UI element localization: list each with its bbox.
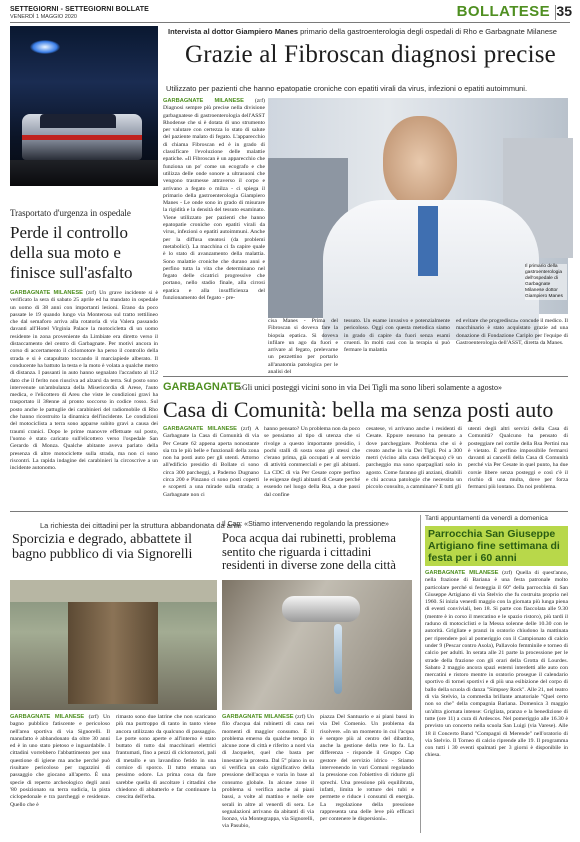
bathroom-photo	[10, 580, 217, 710]
comunita-col4: utenti degli altri servizi della Casa di Comunità? Qualcuno ha pensato di posteggiare nel cortile della Rsa Pertini ma è vietato. È perfino impossibile fermarsi davanti ai cancelli della Casa di Comunità perché via Per Cesate in quel punto, ha due corsie libere senza posteggi e così c'è il rischio di una multa, dove per forza fermarsi più lontano. Da noi problema.	[468, 426, 568, 491]
header-rule	[10, 22, 570, 23]
fibroscan-col3: tessuto. Un esame invasivo e potenzialmente pericoloso. Oggi con questa metodica siamo in grado di capire da fuori senza esami cruenti. In molti casi con la terapia si può fermare la malattia	[344, 318, 450, 354]
cap-lead: GARBAGNATE MILANESE	[222, 714, 294, 720]
cap-col2: piazza Del Santuario e ai piani bassi in via Del Comenio. Un problema da risolvere. «In un momento in cui l'acqua è sempre più al centro del dibattito, anche la gestione della rete lo fa. La differenza - risponde il Gruppo Cap gestore del servizio idrico - Stiamo intervenendo in vari Comuni regolando la pressione con l'obiettivo di ridurre gli sprechi. Una pressione più equilibrata, infatti, limita le rotture dei tubi e permette e riduce i consumi di energia. La regolazione della pressione rappresenta una delle leve più efficaci per contenere le dispersioni».	[320, 714, 414, 823]
festa-title: Parrocchia San Giuseppe Artigiano fine settimana di festa per i 60 anni	[425, 526, 568, 566]
road	[10, 160, 158, 186]
doctor-photo	[268, 98, 568, 314]
sporcizia-title: Sporcizia e degrado, abbattete il bagno pubblico di via Signorelli	[12, 532, 193, 562]
cap-col1	[222, 714, 314, 836]
comunita-col2: hanno pensato? Un problema non da poco se pensiamo al tipo di utenza che si rivolge a questo importante presidio, i pochi stalli di sosta sono gli stessi che c'erano prima, già occupati e al servizio di attività commerciali e per gli abitanti. La CDC di via Per Cesate copre perfino le esigenze degli abitanti di Cesate perché essendo nel luogo della Rsa, a due passi dal confine	[264, 426, 360, 498]
kicker-bold: Intervista al dottor Giampiero Manes	[168, 27, 299, 36]
fibroscan-col1-text: (zrf) Diagnosi sempre più precise nella divisione garbagnatese di gastroenterologia dell'ASST Rhodense che si è dotata di uno strumento per valutare con certezza lo stato di salute del paziente malato di fegato. L'apparecchio di chiama Fibroscan ed è in grado di classificare l'evoluzione delle malattie epatiche. «Il Fibroscan è un apparecchio che funziona un po' come un ecografo e che utilizza delle onde sonore a ultrasuoni che vengono trasmesse attraverso il corpo e arrivano a fegato o milza - ci spiega il primario della gastroenterologia Giampiero Manes - Le onde sono in grado di misurare la rigidità e la densità del tessuto esaminato. Viene utilizzato per pazienti che hanno epatopatie croniche con epatiti virali da virus, infezioni o epatiti autoimmuni. Anche per la diffusa steatosi (da problemi metabolici). La macchina ci fa capire quale è lo stato di avanzamento della malattia. Sono malattie croniche che durano anni e perfino tutta la vita che determinano nel fegato delle cicatrici progressive che portano, nello stadio finale, alla cirrosi epatica e alla insufficienza del funzionamento del fegato - pre-	[163, 98, 265, 302]
fibroscan-subtitle: Utilizzato per pazienti che hanno epatopatie croniche con epatiti virali da virus, infezioni o epatiti autoimmuni.	[166, 84, 528, 93]
fibroscan-col1	[163, 98, 265, 370]
moto-text-body: (zrf) Un grave incidente si è verificato la sera di sabato 25 aprile ed ha mandato in ospedale un uomo di 38 anni con importanti lesioni. Erano da poco passate le 19 quando lungo via Monterosa sul tratto rettilineo che dal semaforo arriva alla rotatoria di via Valera passando davanti all'Hotel Virginia Palace la motocicletta di un uomo residente in zona proveniente da Limbiate era diretto verso il distaccamento del centro di Garbagnate. Per motivi ancora in corso di accertamento il ciclomotore ha perso il controllo della strada e si è catapultato toccando il marciapiede alberato. Il conducente ha battuto la testa e la moto è volata a qualche metro di distanza. I passanti in auto hanno segnalato l'accaduto al 112 dato che il ferito non riusciva ad alzarsi da terra. Sul posto sono intervenute un'ambulanza della Misericordia di Arese, l'auto medica, e l'elicottero di Areu che viste le condizioni gravi ha trasportato il 38enne al pronto soccorso in codice rosso. Sul posto anche le pattuglie dei carabinieri del radiomobile di Rho che hanno ricostruito la dinamica dell'incidente. Le condizioni del motociclista a terra sono apparse subito gravi a causa dei traumi cranici. Dopo le prime manovre effettuate sul posto, l'uomo è stato caricato sull'elicottero verso l'ospedale San Gerardo di Monza. Qualche abitante aveva parlato della presenza di altre motociclette sulla strada, ma non ci sono riscontri. La rapida indagine dei carabinieri la circoscrive a un incidente autonomo.	[10, 290, 158, 472]
sporcizia-col2: rimasto sono due latrine che non scaricano più ma purtroppo di tanto in tanto viene ancora utilizzato da qualcuno di passaggio. Le porte sono aperte e all'interno è stato buttato di tutto dai macchinari elettrici frantumati, fino a pezzi di ciclomotori, pali di metallo e un lavandino fetido in una cornice di sporco. Il tutto emana un pessimo odore. La prima cosa da fare sarebbe quella di ascoltare i cittadini che chiedono di abbatterlo e far continuare la crescita dell'erba.	[116, 714, 216, 801]
lower-rule	[10, 511, 568, 512]
moto-text	[10, 290, 158, 506]
festa-box	[420, 515, 568, 833]
doctor-caption: Il primario della gastroenterologia dell'ospedale di Garbagnate Milanese dottor Giampiero Manes	[525, 264, 567, 300]
tap-photo	[222, 580, 412, 710]
paper-name: SETTEGIORNI - SETTEGIORNI BOLLATE	[10, 6, 149, 13]
photo-tap-pipe	[282, 596, 360, 622]
vehicle-stripe	[22, 135, 142, 140]
issue-date: VENERDÌ 1 MAGGIO 2020	[10, 14, 77, 20]
fibroscan-title: Grazie al Fibroscan diagnosi precise	[185, 41, 556, 68]
doctor-tie	[418, 206, 438, 276]
festa-text-body: (zrf) Quella di quest'anno, nella frazione di Bariana è una festa patronale molto particolare perché si festeggia il 60° della parrocchia di San Giuseppe Artigiano di via Stelvio che fu costruita proprio nel 1960. Si inizia venerdì maggio con la giornata più lunga piena di eventi conviviali, ben 18. Si parte con fiaccolata alle 9.30 (mentre è in corso il mercatino e le spazio ristoro), più tardi il raduno di motociclisti e la Messa solenne delle 10.30 con le autorità. Grigliate e pranzi in oratorio chiudono la mattinata per riprendere poi al pomeriggio con il Campionato di calcio under 9 (Pescar contro Asola), Pallavolo femminile e torneo di calcio per adulti. In serata alle 21 parte la processione per le strade della frazione con gli orari della Grotta di Lourdes. Sabato 2 maggio ancora spazi esterni interdetti alle auto con mercatini e ristoro mentre in oratorio prosegue il calendario sportivo di tornei sportivi e di più una esibizione del corpo di ballo della scuola di danza "Simpsey Rock". Alle 21, nel teatro di via Stelvio, la commedia brillante amatoriale "Quel certo non so che" della compagnia Bariana. Domenica 3 maggio un'altra giornata intense: Grigliata, pranzo e la benedizione di tutte (ore 11) a cura di Ardescos. Nel pomeriggio alle 16.30 è previsto un concerto nella scuola San Luigi (via Varese). Alle 18 il Concerto Band "Compagni di Merende" nell'oratorio di via Stelvio. Il Torneo di calcio riprende alle 19. Il programma con tutti i 30 eventi spalmati per 3 giorni è disponibile in chiesa.	[425, 570, 569, 759]
moto-title: Perde il controllo della sua moto e finisce sull'asfalto	[10, 223, 133, 282]
cap-title: Poca acqua dai rubinetti, problema sentito che riguarda i cittadini residenti in diverse zone della città	[222, 531, 396, 572]
festa-kicker: Tanti appuntamenti da venerdì a domenica	[425, 515, 548, 522]
photo-wall	[10, 580, 217, 602]
sporcizia-kicker: La richiesta dei cittadini per la struttura abbandonata da anni	[40, 521, 241, 530]
fibroscan-col4: ed evitare che progredisca» concude il medico. Il macchinario è stato acquistato grazie ad una donazione di Fondazione Cariplo per l'equipe di Gastroenterologia dell'ASST, diretta da Manes.	[456, 318, 568, 346]
moto-lead: GARBAGNATE MILANESE	[10, 290, 83, 296]
sporcizia-lead: GARBAGNATE MILANESE	[10, 714, 85, 720]
siren-light	[30, 40, 60, 54]
photo-water-drop	[334, 624, 342, 694]
page-number: 35	[556, 3, 572, 19]
sporcizia-col1	[10, 714, 110, 836]
doctor-head	[383, 116, 457, 208]
comunita-col1-text: (zrf) A Garbagnate la Casa di Comunità di via Per Cesate 62 appena aperta nonostante sia tra le più belle e funzionali della zona non ha posti auto per gli utenti. Attorno all'edificio presidio di Bollate ci sono circa 300 parcheggi, a Paderno Dugnano circa 200 e Pinzano ci sono posti coperti e scoperti a una mirade sulla strada; a Garbagnate non ci	[163, 426, 259, 498]
comunita-rule	[163, 376, 568, 377]
comunita-label: GARBAGNATE	[163, 381, 242, 393]
fibroscan-lead: GARBAGNATE MILANESE	[163, 98, 244, 104]
comunita-quote: «Gli unici posteggi vicini sono in via Dei Tigli ma sono liberi solamente a agosto»	[238, 383, 502, 392]
festa-text	[425, 570, 568, 836]
comunita-lead: GARBAGNATE MILANESE	[163, 426, 237, 432]
festa-lead: GARBAGNATE MILANESE	[425, 570, 499, 576]
cap-kicker: Il Cap: «Stiamo intervenendo regolando la pressione»	[222, 521, 389, 528]
cap-col1-text: (zrf) Un filo d'acqua dai rubinetti di casa nei momenti di maggior consumo. È il problema emerso da qualche tempo in alcune zone di città e riferito a nord via di Jacquelet, quel che basta per innestare la protesta. Dal 5° piano in su si verifica un calo significativo della pressione dell'acqua e varia in base al consumo globale. In alcune zone il problema si verifica anche ai piani bassi, a volte al mattino e nelle ore serali in altre al venerdì di sera. Le segnalazioni arrivano da abitanti di via Isonzo, via Montegrappa, via Signorelli, via Pasubio,	[222, 714, 314, 830]
comunita-col1	[163, 426, 259, 508]
moto-kicker: Trasportato d'urgenza in ospedale	[10, 208, 131, 218]
vehicle-window	[40, 114, 116, 128]
comunita-title: Casa di Comunità: bella ma senza posti auto	[163, 397, 554, 422]
comunita-col3: cesatese, vi arrivano anche i residenti di Cesate. Eppure nessuno ha pensato a dove parcheggiare. Problema che si è creato anche in via Dei Tigli. Poi a 300 metri (vicino alla casa dell'acqua) c'è un parcheggio ma sono sparpagliati solo in agosto. Come faranno gli anziani, disabili e chi accusa patologie che necessita un piccolo consulto, a camminare? E tutti gli	[366, 426, 462, 491]
photo-door	[68, 602, 158, 704]
kicker-rest: primario della gastroenterologia degli ospedali di Rho e Garbagnate Milanese	[298, 27, 557, 36]
ambulance-photo	[10, 26, 158, 186]
section-title: BOLLATESE	[456, 3, 550, 20]
sporcizia-col1-text: (zrf) Un bagno pubblico fatiscente e pericoloso nell'area sportiva di via Signorelli. Il manufatto è abbandonato da oltre 30 anni ed è in uno stato pietoso e inguardabile. I cittadini vorrebbero l'abbattimento per una questione di igiene ma anche perché può risultare pericoloso per ragazzini di passaggio che giocano all'aperto. È una specie di reperto archeologico degli anni '80 posizionato su terra sudicia, la pista ciclopedonale e tra parcheggi e residenze. Quello che è	[10, 714, 110, 808]
fibroscan-kicker	[168, 27, 557, 36]
fibroscan-col2: cisa Manes - Prima del Fibroscan si doveva fare la biopsia epatica. Si doveva infilare un ago da fuori e arrivare al fegato, prelevarne un pezzettino per portarlo all'anatomia patologica per le analisi del	[268, 318, 338, 376]
